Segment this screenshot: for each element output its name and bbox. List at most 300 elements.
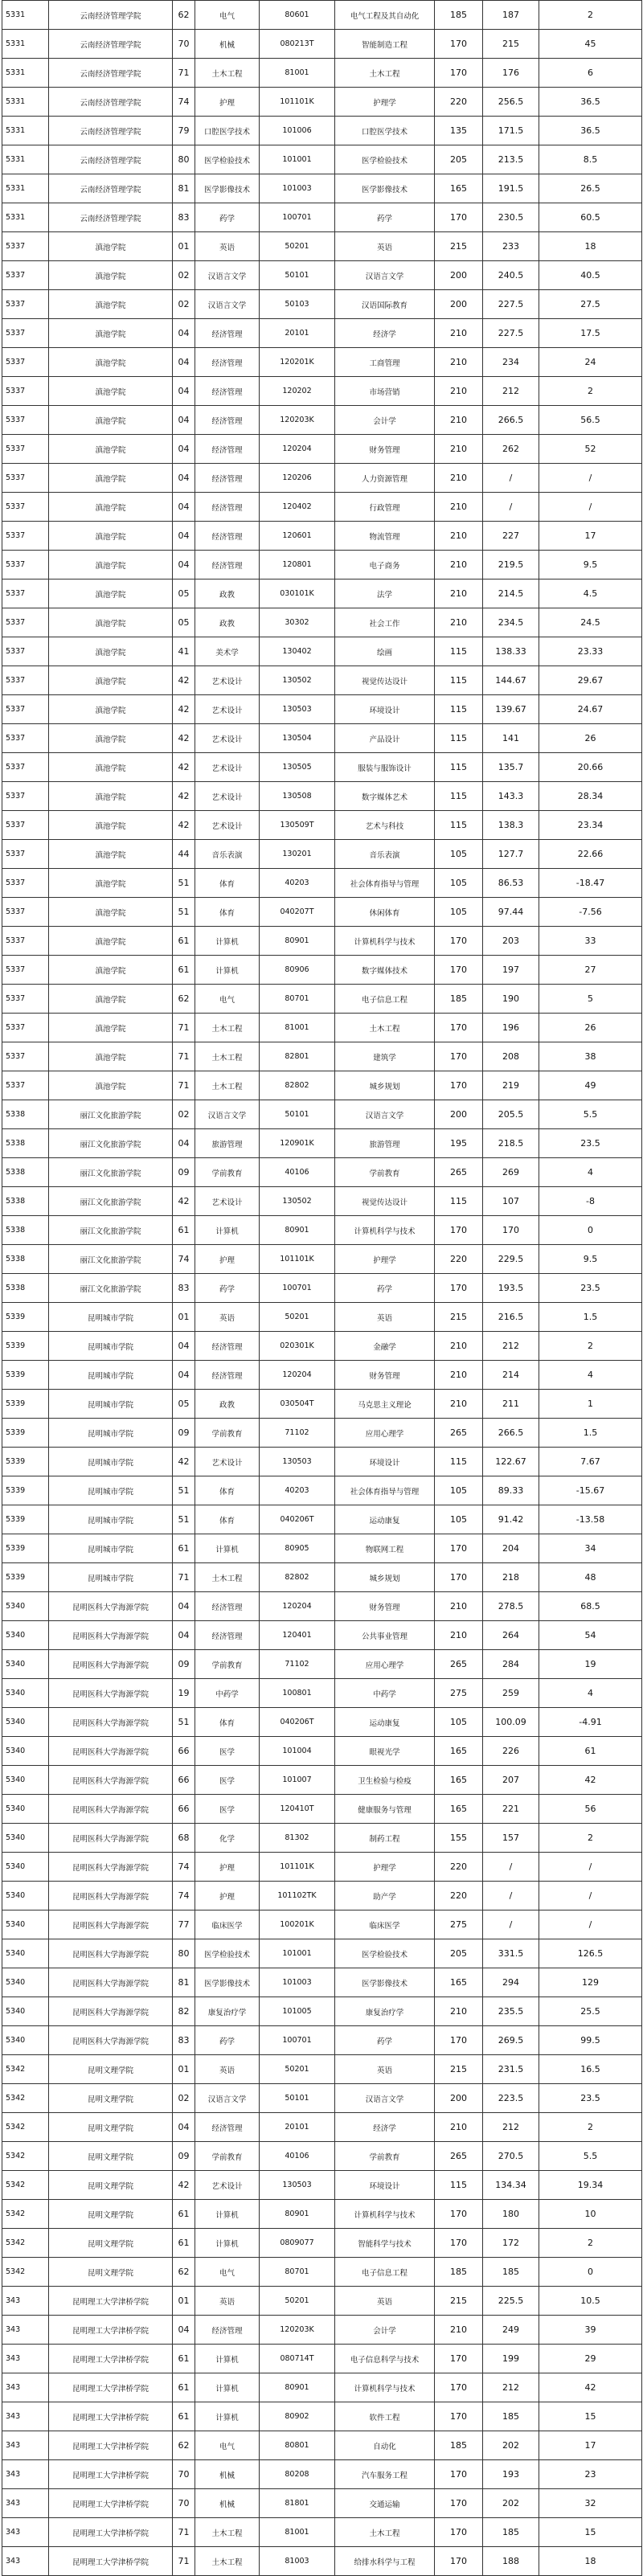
cell-max-score: 141 — [483, 724, 539, 753]
cell-score-diff: 4 — [539, 1361, 642, 1390]
table-row — [2, 435, 642, 464]
table-row — [2, 261, 642, 290]
table-row — [2, 1563, 642, 1592]
cell-school-code: 5342 — [2, 2113, 49, 2142]
cell-school-code: 5339 — [2, 1390, 49, 1419]
cell-max-score: 225.5 — [483, 2287, 539, 2316]
cell-major-group-code: 66 — [173, 1766, 195, 1795]
cell-min-score: 170 — [435, 2402, 483, 2431]
cell-major-name: 英语 — [335, 2055, 435, 2084]
cell-major-name: 财务管理 — [335, 1361, 435, 1390]
cell-max-score: 213.5 — [483, 145, 539, 174]
cell-min-score: 170 — [435, 2460, 483, 2489]
table-row — [2, 1766, 642, 1795]
cell-major-group-code: 04 — [173, 1361, 195, 1390]
cell-school-name: 滇池学院 — [49, 898, 173, 927]
cell-major-code: 40106 — [260, 2142, 335, 2171]
cell-school-name: 昆明医科大学海源学院 — [49, 2026, 173, 2055]
cell-major-name: 医学影像技术 — [335, 1968, 435, 1997]
table-row — [2, 1505, 642, 1534]
cell-major-group-code: 04 — [173, 377, 195, 406]
cell-major-group-code: 02 — [173, 2084, 195, 2113]
cell-score-diff: 1.5 — [539, 1303, 642, 1332]
cell-major-code: 130503 — [260, 1448, 335, 1476]
cell-major-category: 艺术设计 — [195, 782, 260, 811]
cell-major-code: 130502 — [260, 666, 335, 695]
cell-school-code: 5337 — [2, 666, 49, 695]
cell-score-diff: 16.5 — [539, 2055, 642, 2084]
table-row — [2, 666, 642, 695]
cell-max-score: / — [483, 464, 539, 493]
cell-major-category: 英语 — [195, 2287, 260, 2316]
cell-max-score: 171.5 — [483, 117, 539, 145]
cell-min-score: 170 — [435, 2518, 483, 2547]
table-row — [2, 985, 642, 1014]
cell-score-diff: 48 — [539, 1563, 642, 1592]
cell-school-name: 昆明城市学院 — [49, 1361, 173, 1390]
cell-major-name: 计算机科学与技术 — [335, 2200, 435, 2229]
cell-max-score: 134.34 — [483, 2171, 539, 2200]
cell-school-code: 343 — [2, 2431, 49, 2460]
cell-major-category: 学前教育 — [195, 2142, 260, 2171]
cell-school-code: 5337 — [2, 232, 49, 261]
cell-major-group-code: 61 — [173, 927, 195, 956]
cell-major-code: 81302 — [260, 1824, 335, 1853]
cell-major-code: 50201 — [260, 1303, 335, 1332]
table-row — [2, 1187, 642, 1216]
cell-school-code: 5340 — [2, 1766, 49, 1795]
cell-max-score: 91.42 — [483, 1505, 539, 1534]
cell-min-score: 210 — [435, 2113, 483, 2142]
cell-school-code: 5340 — [2, 1737, 49, 1766]
cell-min-score: 220 — [435, 1882, 483, 1910]
cell-school-name: 昆明医科大学海源学院 — [49, 1997, 173, 2026]
cell-min-score: 220 — [435, 1245, 483, 1274]
cell-school-code: 5340 — [2, 1679, 49, 1708]
cell-min-score: 210 — [435, 1332, 483, 1361]
cell-major-name: 医学检验技术 — [335, 1939, 435, 1968]
cell-major-name: 智能制造工程 — [335, 30, 435, 59]
table-row — [2, 1968, 642, 1997]
cell-major-category: 体育 — [195, 1476, 260, 1505]
cell-score-diff: 28.34 — [539, 782, 642, 811]
cell-major-group-code: 68 — [173, 1824, 195, 1853]
table-row — [2, 811, 642, 840]
cell-min-score: 115 — [435, 811, 483, 840]
cell-major-code: 80801 — [260, 2431, 335, 2460]
cell-major-category: 艺术设计 — [195, 1448, 260, 1476]
cell-school-name: 滇池学院 — [49, 377, 173, 406]
cell-major-name: 旅游管理 — [335, 1129, 435, 1158]
cell-max-score: 205.5 — [483, 1100, 539, 1129]
cell-score-diff: 18 — [539, 232, 642, 261]
cell-major-code: 100201K — [260, 1910, 335, 1939]
cell-min-score: 105 — [435, 869, 483, 898]
cell-school-name: 滇池学院 — [49, 464, 173, 493]
cell-school-code: 5342 — [2, 2084, 49, 2113]
cell-max-score: 230.5 — [483, 203, 539, 232]
cell-school-code: 343 — [2, 2402, 49, 2431]
cell-school-code: 5342 — [2, 2171, 49, 2200]
cell-major-name: 社会体育指导与管理 — [335, 869, 435, 898]
cell-max-score: 203 — [483, 927, 539, 956]
table-row — [2, 2113, 642, 2142]
cell-max-score: 256.5 — [483, 88, 539, 117]
cell-major-group-code: 42 — [173, 782, 195, 811]
table-row — [2, 637, 642, 666]
cell-major-code: 80901 — [260, 2373, 335, 2402]
cell-major-category: 护理 — [195, 1853, 260, 1882]
cell-score-diff: 36.5 — [539, 117, 642, 145]
cell-major-name: 电子信息工程 — [335, 2258, 435, 2287]
cell-major-name: 工商管理 — [335, 348, 435, 377]
cell-school-code: 5337 — [2, 1042, 49, 1071]
cell-school-code: 5337 — [2, 377, 49, 406]
cell-school-code: 5339 — [2, 1534, 49, 1563]
cell-score-diff: 26 — [539, 1014, 642, 1042]
cell-max-score: 219 — [483, 1071, 539, 1100]
cell-school-code: 5339 — [2, 1505, 49, 1534]
cell-school-name: 昆明理工大学津桥学院 — [49, 2547, 173, 2576]
cell-min-score: 200 — [435, 290, 483, 319]
cell-school-code: 5342 — [2, 2142, 49, 2171]
cell-min-score: 185 — [435, 985, 483, 1014]
cell-major-category: 艺术设计 — [195, 666, 260, 695]
cell-major-group-code: 02 — [173, 261, 195, 290]
cell-max-score: 100.09 — [483, 1708, 539, 1737]
cell-school-code: 5340 — [2, 1795, 49, 1824]
cell-school-name: 昆明医科大学海源学院 — [49, 1824, 173, 1853]
cell-major-name: 服装与服饰设计 — [335, 753, 435, 782]
cell-major-category: 药学 — [195, 2026, 260, 2055]
cell-major-name: 药学 — [335, 2026, 435, 2055]
cell-max-score: / — [483, 1882, 539, 1910]
cell-max-score: 188 — [483, 2547, 539, 2576]
cell-score-diff: 29.67 — [539, 666, 642, 695]
cell-major-category: 汉语言文学 — [195, 1100, 260, 1129]
cell-max-score: 197 — [483, 956, 539, 985]
table-row — [2, 348, 642, 377]
cell-school-name: 昆明理工大学津桥学院 — [49, 2460, 173, 2489]
cell-school-name: 昆明医科大学海源学院 — [49, 1592, 173, 1621]
cell-major-category: 护理 — [195, 1882, 260, 1910]
cell-score-diff: 2 — [539, 2113, 642, 2142]
cell-major-group-code: 09 — [173, 1650, 195, 1679]
cell-school-name: 昆明城市学院 — [49, 1303, 173, 1332]
cell-min-score: 170 — [435, 1534, 483, 1563]
cell-min-score: 105 — [435, 840, 483, 869]
cell-major-name: 英语 — [335, 232, 435, 261]
cell-major-group-code: 42 — [173, 724, 195, 753]
cell-score-diff: 17 — [539, 2431, 642, 2460]
cell-major-name: 法学 — [335, 579, 435, 608]
cell-major-group-code: 74 — [173, 1882, 195, 1910]
cell-major-category: 医学影像技术 — [195, 1968, 260, 1997]
cell-school-name: 昆明理工大学津桥学院 — [49, 2431, 173, 2460]
cell-score-diff: 45 — [539, 30, 642, 59]
cell-school-code: 5340 — [2, 2026, 49, 2055]
cell-major-category: 英语 — [195, 2055, 260, 2084]
cell-major-code: 80601 — [260, 1, 335, 30]
cell-school-name: 滇池学院 — [49, 724, 173, 753]
cell-major-group-code: 80 — [173, 145, 195, 174]
cell-major-name: 物流管理 — [335, 522, 435, 551]
cell-max-score: 264 — [483, 1621, 539, 1650]
cell-min-score: 210 — [435, 579, 483, 608]
cell-major-group-code: 77 — [173, 1910, 195, 1939]
cell-min-score: 135 — [435, 117, 483, 145]
cell-major-name: 学前教育 — [335, 2142, 435, 2171]
cell-school-code: 5337 — [2, 493, 49, 522]
cell-score-diff: 15 — [539, 2402, 642, 2431]
cell-score-diff: 1 — [539, 1390, 642, 1419]
cell-min-score: 170 — [435, 1216, 483, 1245]
cell-school-code: 5338 — [2, 1129, 49, 1158]
cell-score-diff: 60.5 — [539, 203, 642, 232]
table-row — [2, 232, 642, 261]
cell-school-name: 昆明城市学院 — [49, 1505, 173, 1534]
cell-major-name: 学前教育 — [335, 1158, 435, 1187]
cell-major-name: 视觉传达设计 — [335, 666, 435, 695]
cell-school-code: 5337 — [2, 406, 49, 435]
cell-score-diff: 19.34 — [539, 2171, 642, 2200]
cell-major-name: 康复治疗学 — [335, 1997, 435, 2026]
cell-major-group-code: 70 — [173, 30, 195, 59]
cell-score-diff: 24.5 — [539, 608, 642, 637]
cell-major-code: 101101K — [260, 1853, 335, 1882]
cell-major-category: 艺术设计 — [195, 1187, 260, 1216]
cell-school-name: 昆明医科大学海源学院 — [49, 1968, 173, 1997]
cell-score-diff: 42 — [539, 1766, 642, 1795]
cell-major-group-code: 04 — [173, 348, 195, 377]
cell-school-code: 5340 — [2, 1939, 49, 1968]
table-row — [2, 2055, 642, 2084]
cell-school-code: 5337 — [2, 1071, 49, 1100]
cell-school-name: 昆明理工大学津桥学院 — [49, 2287, 173, 2316]
cell-major-group-code: 61 — [173, 2200, 195, 2229]
cell-score-diff: 2 — [539, 2229, 642, 2258]
cell-school-name: 丽江文化旅游学院 — [49, 1129, 173, 1158]
cell-school-name: 昆明理工大学津桥学院 — [49, 2345, 173, 2373]
table-row — [2, 927, 642, 956]
cell-min-score: 165 — [435, 1737, 483, 1766]
cell-school-name: 昆明理工大学津桥学院 — [49, 2489, 173, 2518]
cell-major-code: 50201 — [260, 2287, 335, 2316]
cell-major-category: 土木工程 — [195, 2518, 260, 2547]
cell-score-diff: 22.66 — [539, 840, 642, 869]
cell-major-category: 电气 — [195, 1, 260, 30]
cell-major-group-code: 71 — [173, 1014, 195, 1042]
cell-max-score: 138.33 — [483, 637, 539, 666]
cell-major-group-code: 83 — [173, 1274, 195, 1303]
cell-major-code: 130503 — [260, 695, 335, 724]
cell-major-group-code: 05 — [173, 608, 195, 637]
cell-major-name: 环境设计 — [335, 695, 435, 724]
cell-min-score: 220 — [435, 1853, 483, 1882]
cell-max-score: 259 — [483, 1679, 539, 1708]
cell-min-score: 170 — [435, 2373, 483, 2402]
cell-min-score: 210 — [435, 435, 483, 464]
cell-major-code: 130509T — [260, 811, 335, 840]
cell-max-score: 218.5 — [483, 1129, 539, 1158]
cell-max-score: 86.53 — [483, 869, 539, 898]
table-row — [2, 1042, 642, 1071]
cell-max-score: 278.5 — [483, 1592, 539, 1621]
cell-major-code: 82802 — [260, 1071, 335, 1100]
cell-school-code: 5342 — [2, 2055, 49, 2084]
table-row — [2, 1274, 642, 1303]
cell-school-code: 5337 — [2, 840, 49, 869]
cell-major-name: 土木工程 — [335, 2518, 435, 2547]
cell-major-category: 经济管理 — [195, 2113, 260, 2142]
cell-major-category: 康复治疗学 — [195, 1997, 260, 2026]
cell-major-category: 医学 — [195, 1795, 260, 1824]
cell-school-name: 滇池学院 — [49, 435, 173, 464]
cell-school-name: 云南经济管理学院 — [49, 1, 173, 30]
cell-max-score: 229.5 — [483, 1245, 539, 1274]
cell-min-score: 170 — [435, 30, 483, 59]
cell-school-name: 滇池学院 — [49, 522, 173, 551]
cell-score-diff: 0 — [539, 1216, 642, 1245]
cell-major-code: 080213T — [260, 30, 335, 59]
cell-major-code: 101003 — [260, 174, 335, 203]
cell-max-score: 216.5 — [483, 1303, 539, 1332]
cell-max-score: 233 — [483, 232, 539, 261]
cell-min-score: 170 — [435, 1563, 483, 1592]
cell-min-score: 165 — [435, 1766, 483, 1795]
cell-major-name: 汉语国际教育 — [335, 290, 435, 319]
table-row — [2, 464, 642, 493]
cell-school-code: 5331 — [2, 88, 49, 117]
cell-max-score: 204 — [483, 1534, 539, 1563]
cell-major-group-code: 51 — [173, 1505, 195, 1534]
cell-major-code: 80901 — [260, 2200, 335, 2229]
cell-major-category: 经济管理 — [195, 1332, 260, 1361]
cell-max-score: 227.5 — [483, 290, 539, 319]
cell-major-category: 学前教育 — [195, 1419, 260, 1448]
cell-min-score: 210 — [435, 1361, 483, 1390]
cell-school-name: 昆明城市学院 — [49, 1476, 173, 1505]
cell-school-code: 5337 — [2, 985, 49, 1014]
cell-major-category: 电气 — [195, 985, 260, 1014]
cell-school-code: 5340 — [2, 1621, 49, 1650]
cell-school-code: 5331 — [2, 117, 49, 145]
cell-major-name: 计算机科学与技术 — [335, 2373, 435, 2402]
cell-major-category: 经济管理 — [195, 493, 260, 522]
table-row — [2, 203, 642, 232]
table-row — [2, 88, 642, 117]
cell-major-name: 英语 — [335, 1303, 435, 1332]
cell-major-group-code: 61 — [173, 1534, 195, 1563]
cell-major-group-code: 71 — [173, 1071, 195, 1100]
cell-major-name: 市场营销 — [335, 377, 435, 406]
cell-major-name: 健康服务与管理 — [335, 1795, 435, 1824]
cell-score-diff: 7.67 — [539, 1448, 642, 1476]
cell-major-code: 30302 — [260, 608, 335, 637]
cell-major-name: 医学检验技术 — [335, 145, 435, 174]
cell-min-score: 215 — [435, 2287, 483, 2316]
cell-major-code: 80701 — [260, 2258, 335, 2287]
cell-major-category: 经济管理 — [195, 1592, 260, 1621]
cell-school-code: 5340 — [2, 1592, 49, 1621]
cell-school-name: 昆明医科大学海源学院 — [49, 1679, 173, 1708]
cell-major-name: 卫生检验与检疫 — [335, 1766, 435, 1795]
cell-max-score: 97.44 — [483, 898, 539, 927]
cell-major-category: 电气 — [195, 2431, 260, 2460]
cell-major-code: 80901 — [260, 927, 335, 956]
cell-min-score: 170 — [435, 2026, 483, 2055]
cell-major-group-code: 42 — [173, 666, 195, 695]
cell-major-group-code: 61 — [173, 2345, 195, 2373]
cell-school-code: 5331 — [2, 59, 49, 88]
cell-major-code: 120401 — [260, 1621, 335, 1650]
cell-school-name: 滇池学院 — [49, 811, 173, 840]
cell-min-score: 170 — [435, 2547, 483, 2576]
cell-major-name: 金融学 — [335, 1332, 435, 1361]
cell-school-code: 5337 — [2, 898, 49, 927]
cell-major-code: 101101K — [260, 1245, 335, 1274]
cell-major-group-code: 79 — [173, 117, 195, 145]
cell-school-code: 5337 — [2, 348, 49, 377]
cell-max-score: / — [483, 1853, 539, 1882]
cell-major-category: 经济管理 — [195, 348, 260, 377]
cell-min-score: 115 — [435, 753, 483, 782]
cell-major-name: 会计学 — [335, 2316, 435, 2345]
cell-major-group-code: 62 — [173, 2431, 195, 2460]
cell-major-name: 环境设计 — [335, 2171, 435, 2200]
cell-major-category: 土木工程 — [195, 1071, 260, 1100]
cell-major-name: 智能科学与技术 — [335, 2229, 435, 2258]
table-row — [2, 1100, 642, 1129]
cell-major-code: 100701 — [260, 2026, 335, 2055]
table-row — [2, 30, 642, 59]
cell-score-diff: 17.5 — [539, 319, 642, 348]
cell-major-group-code: 04 — [173, 1332, 195, 1361]
table-row — [2, 493, 642, 522]
cell-major-category: 计算机 — [195, 956, 260, 985]
cell-major-category: 中药学 — [195, 1679, 260, 1708]
cell-max-score: 235.5 — [483, 1997, 539, 2026]
cell-max-score: 193 — [483, 2460, 539, 2489]
cell-score-diff: 23.34 — [539, 811, 642, 840]
cell-max-score: 270.5 — [483, 2142, 539, 2171]
cell-major-code: 101102TK — [260, 1882, 335, 1910]
cell-major-group-code: 61 — [173, 1216, 195, 1245]
cell-min-score: 200 — [435, 1100, 483, 1129]
cell-major-code: 120203K — [260, 2316, 335, 2345]
cell-major-category: 汉语言文学 — [195, 2084, 260, 2113]
cell-max-score: 212 — [483, 377, 539, 406]
cell-major-code: 50101 — [260, 1100, 335, 1129]
cell-min-score: 115 — [435, 637, 483, 666]
table-row — [2, 1592, 642, 1621]
cell-major-name: 产品设计 — [335, 724, 435, 753]
cell-major-code: 50201 — [260, 232, 335, 261]
cell-major-code: 40106 — [260, 1158, 335, 1187]
cell-max-score: 196 — [483, 1014, 539, 1042]
cell-school-name: 滇池学院 — [49, 290, 173, 319]
cell-major-name: 马克思主义理论 — [335, 1390, 435, 1419]
cell-major-code: 120204 — [260, 1361, 335, 1390]
cell-school-name: 滇池学院 — [49, 840, 173, 869]
cell-score-diff: 42 — [539, 2373, 642, 2402]
cell-major-category: 艺术设计 — [195, 724, 260, 753]
cell-major-category: 护理 — [195, 88, 260, 117]
cell-major-group-code: 04 — [173, 435, 195, 464]
cell-min-score: 185 — [435, 2431, 483, 2460]
cell-max-score: 144.67 — [483, 666, 539, 695]
cell-min-score: 210 — [435, 406, 483, 435]
